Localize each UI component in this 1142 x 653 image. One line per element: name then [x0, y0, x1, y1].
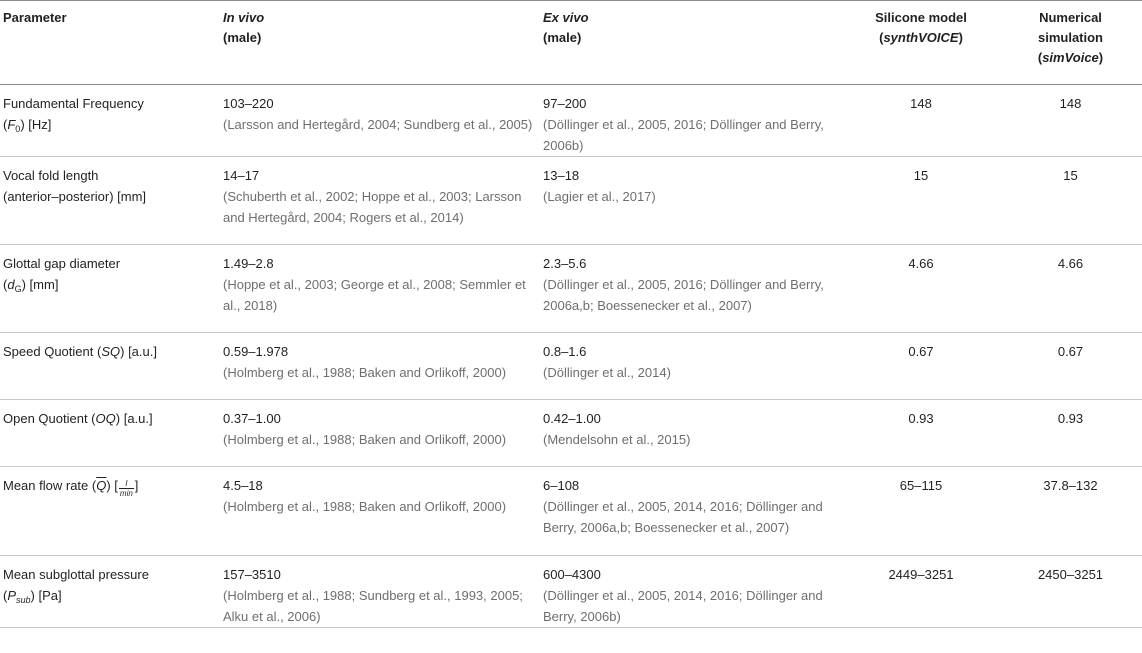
in-vivo-cell: 157–3510 (Holmberg et al., 1988; Sundberg et al., 1993, 2005; Alku et al., 2006): [223, 556, 543, 628]
silicone-cell: 4.66: [843, 245, 999, 333]
ex-vivo-cell: 600–4300 (Döllinger et al., 2005, 2014, 2016; Döllinger and Berry, 2006b): [543, 556, 843, 628]
param-cell: Mean subglottal pressure $(P_{sub})$ [Pa]: [0, 556, 223, 628]
ex-vivo-cell: 6–108 (Döllinger et al., 2005, 2014, 2016; Döllinger and Berry, 2006a,b; Boessenecker et al., 2007): [543, 467, 843, 556]
in-vivo-cell: 1.49–2.8 (Hoppe et al., 2003; George et al., 2008; Semmler et al., 2018): [223, 245, 543, 333]
ex-vivo-cell: 97–200 (Döllinger et al., 2005, 2016; Döllinger and Berry, 2006b): [543, 85, 843, 157]
header-numerical-simulation: Numerical simulation (simVoice): [999, 1, 1142, 85]
in-vivo-cell: 14–17 (Schuberth et al., 2002; Hoppe et al., 2003; Larsson and Hertegård, 2004; Rogers et al., 2014): [223, 157, 543, 245]
numsim-cell: 2450–3251: [999, 556, 1142, 628]
silicone-cell: 15: [843, 157, 999, 245]
table-row: [0, 333, 1142, 400]
param-cell: Fundamental Frequency $(F_0)$ [Hz]: [0, 85, 223, 157]
param-cell: Vocal fold length (anterior–posterior) [mm]: [0, 157, 223, 245]
silicone-cell: 0.67: [843, 333, 999, 400]
silicone-cell: 65–115: [843, 467, 999, 556]
numsim-cell: 37.8–132: [999, 467, 1142, 556]
param-cell: Speed Quotient (SQ) [a.u.]: [0, 333, 223, 400]
silicone-cell: 2449–3251: [843, 556, 999, 628]
header-in-vivo: In vivo (male): [223, 1, 543, 85]
numsim-cell: 148: [999, 85, 1142, 157]
silicone-cell: 0.93: [843, 400, 999, 467]
header-parameter: Parameter: [0, 1, 223, 85]
param-cell: Open Quotient (OQ) [a.u.]: [0, 400, 223, 467]
in-vivo-cell: 103–220 (Larsson and Hertegård, 2004; Sundberg et al., 2005): [223, 85, 543, 157]
numsim-cell: 0.67: [999, 333, 1142, 400]
table-row: [0, 556, 1142, 628]
ex-vivo-cell: 2.3–5.6 (Döllinger et al., 2005, 2016; Döllinger and Berry, 2006a,b; Boessenecker et al., 2007): [543, 245, 843, 333]
table-row: [0, 245, 1142, 333]
in-vivo-cell: 0.59–1.978 (Holmberg et al., 1988; Baken and Orlikoff, 2000): [223, 333, 543, 400]
header-silicone-model: Silicone model (synthVOICE): [843, 1, 999, 85]
table-header: [0, 1, 1142, 85]
ex-vivo-cell: 13–18 (Lagier et al., 2017): [543, 157, 843, 245]
param-cell: Mean flow rate $(\overline{Q})$ [ $\frac{l}{\min}$ ]: [0, 467, 223, 556]
table-row: [0, 400, 1142, 467]
table-row: [0, 467, 1142, 556]
table-row: [0, 157, 1142, 245]
in-vivo-cell: 0.37–1.00 (Holmberg et al., 1988; Baken and Orlikoff, 2000): [223, 400, 543, 467]
numsim-cell: 15: [999, 157, 1142, 245]
table-row: [0, 85, 1142, 157]
silicone-cell: 148: [843, 85, 999, 157]
header-ex-vivo: Ex vivo (male): [543, 1, 843, 85]
in-vivo-cell: 4.5–18 (Holmberg et al., 1988; Baken and Orlikoff, 2000): [223, 467, 543, 556]
ex-vivo-cell: 0.8–1.6 (Döllinger et al., 2014): [543, 333, 843, 400]
ex-vivo-cell: 0.42–1.00 (Mendelsohn et al., 2015): [543, 400, 843, 467]
param-cell: Glottal gap diameter $(d_G)$ [mm]: [0, 245, 223, 333]
numsim-cell: 0.93: [999, 400, 1142, 467]
unit-fraction: $\frac{l}{\min}$: [119, 479, 133, 498]
numsim-cell: 4.66: [999, 245, 1142, 333]
